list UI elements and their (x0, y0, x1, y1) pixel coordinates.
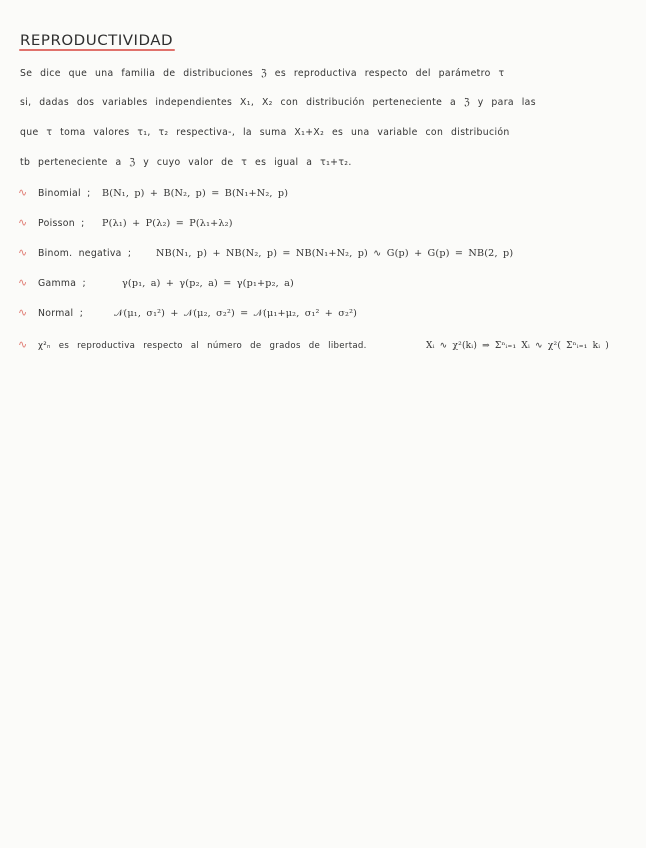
tilde-bullet-icon: ∿ (18, 246, 28, 259)
bullet-formula: P(λ₁) + P(λ₂) = P(λ₁+λ₂) (102, 218, 233, 229)
bullet-formula: 𝒩(μ₁, σ₁²) + 𝒩(μ₂, σ₂²) = 𝒩(μ₁+μ₂, σ₁² + σ₂²) (114, 308, 358, 319)
list-item-poisson (18, 216, 233, 229)
bullet-label: Poisson ; (38, 218, 85, 229)
bullet-label: Normal ; (38, 308, 84, 319)
bullet-formula: NB(N₁, p) + NB(N₂, p) = NB(N₁+N₂, p) ∿ G(p) + G(p) = NB(2, p) (156, 248, 514, 259)
list-item-gamma (18, 276, 294, 289)
tilde-bullet-icon: ∿ (18, 276, 28, 289)
list-item-chi-square (18, 338, 609, 351)
paragraph-line-3: que τ toma valores τ₁, τ₂ respectiva-, la suma X₁+X₂ es una variable con distribución (20, 127, 510, 138)
title-underline (19, 49, 175, 51)
paragraph-line-1: Se dice que una familia de distribuciones ℨ es reproductiva respecto del parámetro τ (20, 68, 505, 79)
bullet-label: Binomial ; (38, 188, 91, 199)
bullet-formula: Xᵢ ∿ χ²(kᵢ) ⇒ Σⁿᵢ₌₁ Xᵢ ∿ χ²( Σⁿᵢ₌₁ kᵢ ) (426, 341, 610, 351)
list-item-binom-negativa (18, 246, 513, 259)
bullet-label: χ²ₙ es reproductiva respecto al número de grados de libertad. (38, 341, 367, 351)
list-item-binomial (18, 186, 288, 199)
list-item-normal (18, 306, 357, 319)
paragraph-line-4: tb perteneciente a ℨ y cuyo valor de τ es igual a τ₁+τ₂. (20, 157, 352, 168)
bullet-label: Binom. negativa ; (38, 248, 132, 259)
tilde-bullet-icon: ∿ (18, 186, 28, 199)
bullet-formula: γ(p₁, a) + γ(p₂, a) = γ(p₁+p₂, a) (122, 278, 294, 289)
tilde-bullet-icon: ∿ (18, 338, 28, 351)
tilde-bullet-icon: ∿ (18, 306, 28, 319)
title-block (20, 30, 173, 49)
page-title: REPRODUCTIVIDAD (20, 31, 174, 49)
bullet-label: Gamma ; (38, 278, 86, 289)
bullet-formula: B(N₁, p) + B(N₂, p) = B(N₁+N₂, p) (102, 188, 289, 199)
paragraph-line-2: si, dadas dos variables independientes X₁, X₂ con distribución perteneciente a ℨ y para las (20, 97, 536, 108)
tilde-bullet-icon: ∿ (18, 216, 28, 229)
